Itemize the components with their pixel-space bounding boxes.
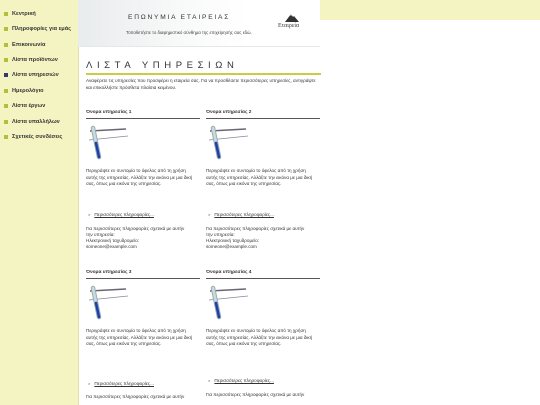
sidebar-item-label: Επικοινωνία — [12, 42, 46, 48]
email-text: someone@example.com — [86, 244, 137, 249]
info-line: Ηλεκτρονική ταχυδρομείο: — [206, 238, 259, 243]
service-image — [86, 284, 130, 324]
more-info-row — [208, 212, 274, 217]
service-divider — [86, 118, 200, 119]
square-bullet-icon — [4, 12, 8, 16]
service-title: Όνομα υπηρεσίας 1 — [86, 110, 132, 115]
service-title: Όνομα υπηρεσίας 4 — [206, 270, 252, 275]
arrow-right-icon: > — [208, 212, 211, 217]
mountain-logo-icon — [285, 13, 299, 22]
info-line: την υπηρεσία: — [206, 232, 235, 237]
sidebar-item-contact[interactable] — [4, 40, 45, 50]
title-divider — [86, 73, 321, 75]
service-image — [206, 284, 250, 324]
sidebar-item-label: Κεντρική — [12, 11, 36, 17]
service-image — [206, 124, 250, 164]
sidebar-item-links[interactable] — [4, 132, 62, 142]
info-line: Ηλεκτρονική ταχυδρομείο: — [86, 238, 139, 243]
sidebar-item-products[interactable] — [4, 55, 58, 65]
company-slogan: Τοποθετήστε το διαφημιστικό σύνθημα της επιχείρησής σας εδώ. — [126, 30, 252, 35]
sidebar-item-projects[interactable] — [4, 101, 45, 111]
email-text: someone@example.com — [206, 244, 257, 249]
service-title: Όνομα υπηρεσίας 2 — [206, 110, 252, 115]
service-contact-info — [206, 226, 318, 250]
sidebar-item-label: Ημερολόγιο — [12, 88, 44, 94]
square-bullet-icon — [4, 27, 8, 31]
info-line: Για περισσότερες πληροφορίες σχετικά με αυτήν — [86, 394, 185, 399]
service-divider — [206, 278, 320, 279]
company-name: ΕΠΩΝΥΜΙΑ ΕΤΑΙΡΕΙΑΣ — [128, 14, 231, 21]
more-info-row — [208, 378, 274, 383]
sidebar-item-home[interactable] — [4, 9, 36, 19]
sidebar-item-employees[interactable] — [4, 117, 60, 127]
more-info-row — [88, 212, 154, 217]
service-contact-info — [86, 394, 198, 400]
sidebar-item-label: Λίστα έργων — [12, 103, 46, 109]
more-info-link[interactable]: Περισσότερες πληροφορίες... — [214, 212, 274, 217]
arrow-right-icon: > — [208, 378, 211, 383]
service-description: Περιγράψτε εν συντομία το όφελος από τη χρήση αυτής της υπηρεσίας. Αλλάξτε την εικόνα με μια δική σας, όπως μια εικόνα της υπηρεσίας. — [86, 328, 193, 346]
intro-text: Αναφέρετε τις υπηρεσίες που προσφέρει η εταιρεία σας. Για να προσθέσετε περισσότερες υπηρεσίες, αντιγράψτε και επικολλήστε πρόσθετα πλαίσια κειμένου. — [86, 78, 316, 90]
sidebar-item-services[interactable] — [4, 70, 59, 80]
more-info-link[interactable]: Περισσότερες πληροφορίες... — [94, 212, 154, 217]
sidebar-item-calendar[interactable] — [4, 86, 44, 96]
page-title: ΛΙΣΤΑ ΥΠΗΡΕΣΙΩΝ — [86, 60, 239, 71]
service-image — [86, 124, 130, 164]
arrow-right-icon: > — [88, 212, 91, 217]
service-description: Περιγράψτε εν συντομία το όφελος από τη χρήση αυτής της υπηρεσίας. Αλλάξτε την εικόνα με μια δική σας, όπως μια εικόνα της υπηρεσίας. — [206, 328, 313, 346]
service-divider — [86, 278, 200, 279]
sidebar-item-label: Λίστα υπηρεσιών — [12, 72, 59, 78]
sidebar-item-label: Πληροφορίες για εμάς — [12, 26, 72, 32]
square-bullet-icon — [4, 120, 8, 124]
more-info-link[interactable]: Περισσότερες πληροφορίες... — [214, 378, 274, 383]
service-title: Όνομα υπηρεσίας 3 — [86, 270, 132, 275]
more-info-link[interactable]: Περισσότερες πληροφορίες... — [94, 381, 154, 386]
square-bullet-icon — [4, 135, 8, 139]
more-info-row — [88, 381, 154, 386]
service-description: Περιγράψτε εν συντομία το όφελος από τη χρήση αυτής της υπηρεσίας. Αλλάξτε την εικόνα με μια δική σας, όπως μια εικόνα της υπηρεσίας. — [206, 168, 313, 186]
sidebar-item-label: Λίστα προϊόντων — [12, 57, 58, 63]
square-bullet-icon — [4, 104, 8, 108]
square-bullet-icon — [4, 43, 8, 47]
service-description: Περιγράψτε εν συντομία το όφελος από τη χρήση αυτής της υπηρεσίας. Αλλάξτε την εικόνα με μια δική σας, όπως μια εικόνα της υπηρεσίας. — [86, 168, 193, 186]
service-contact-info — [86, 226, 198, 250]
sidebar — [0, 0, 79, 405]
sidebar-item-label: Σχετικές συνδέσεις — [12, 134, 63, 140]
service-divider — [206, 118, 320, 119]
info-line: την υπηρεσία: — [86, 232, 115, 237]
info-line: Για περισσότερες πληροφορίες σχετικά με αυτήν — [206, 226, 305, 231]
sidebar-item-label: Λίστα υπαλλήλων — [12, 119, 60, 125]
info-line: Για περισσότερες πληροφορίες σχετικά με αυτήν — [86, 226, 185, 231]
sidebar-item-about[interactable] — [4, 24, 71, 34]
arrow-right-icon: > — [88, 381, 91, 386]
info-line: Για περισσότερες πληροφορίες σχετικά με αυτήν — [206, 392, 305, 397]
logo-text: Εταιρεία — [278, 23, 300, 29]
square-bullet-icon — [4, 58, 8, 62]
service-contact-info — [206, 392, 318, 398]
square-bullet-icon — [4, 73, 8, 77]
square-bullet-icon — [4, 89, 8, 93]
